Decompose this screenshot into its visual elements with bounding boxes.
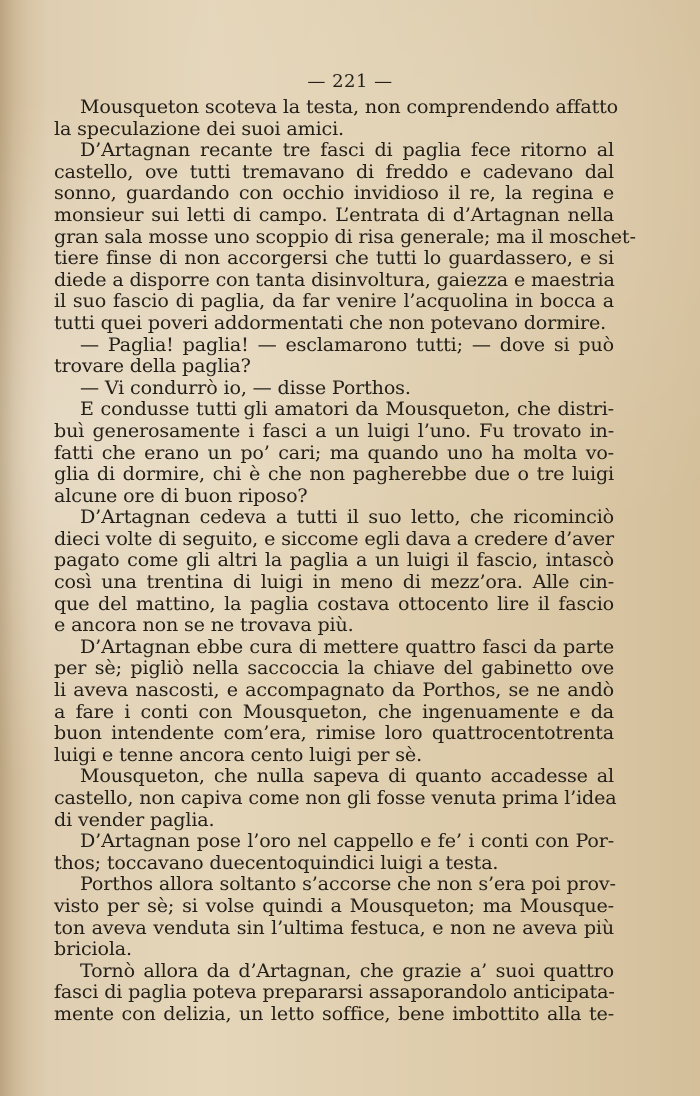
text-line: luigi e tenne ancora cento luigi per sè.: [54, 742, 422, 766]
text-line: fasci di paglia poteva prepararsi assaporandolo anticipata-: [54, 980, 615, 1004]
text-line: trovare della paglia?: [54, 354, 251, 378]
text-line: D’Artagnan pose l’oro nel cappello e fe’ i conti con Por-: [80, 829, 614, 853]
text-line: glia di dormire, chi è che non pagherebbe due o tre luigi: [54, 462, 614, 486]
text-line: — Vi condurrò io, — disse Porthos.: [80, 375, 411, 399]
text-line: buon intendente com’era, rimise loro quattrocentotrenta: [54, 721, 614, 745]
text-line: gran sala mosse uno scoppio di risa generale; ma il moschet-: [54, 224, 636, 248]
text-line: per sè; pigliò nella saccoccia la chiave del gabinetto ove: [54, 656, 614, 680]
text-line: fatti che erano un po’ cari; ma quando uno ha molta vo-: [54, 440, 614, 464]
text-line: pagato come gli altri la paglia a un luigi il fascio, intascò: [54, 548, 614, 572]
body-text: [54, 95, 636, 1025]
text-line: la speculazione dei suoi amici.: [54, 116, 344, 140]
text-line: tiere finse di non accorgersi che tutti lo guardassero, e si: [54, 246, 614, 270]
text-line: D’Artagnan recante tre fasci di paglia fece ritorno al: [80, 138, 614, 162]
text-line: Tornò allora da d’Artagnan, che grazie a’ suoi quattro: [80, 958, 614, 982]
text-line: Porthos allora soltanto s’accorse che non s’era poi prov-: [80, 872, 616, 896]
text-line: ton aveva venduta sin l’ultima festuca, e non ne aveva più: [54, 915, 614, 939]
text-line: thos; toccavano duecentoquindici luigi a testa.: [54, 850, 499, 874]
text-line: dieci volte di seguito, e siccome egli dava a credere d’aver: [54, 526, 614, 550]
text-line: que del mattino, la paglia costava ottocento lire il fascio: [54, 591, 614, 615]
text-line: così una trentina di luigi in meno di mezz’ora. Alle cin-: [54, 570, 614, 594]
text-line: castello, ove tutti tremavano di freddo e cadevano dal: [54, 159, 614, 183]
text-line: tutti quei poveri addormentati che non potevano dormire.: [54, 310, 607, 334]
text-line: mente con delizia, un letto soffice, bene imbottito alla te-: [54, 1001, 614, 1025]
text-line: e ancora non se ne trovava più.: [54, 613, 354, 637]
text-line: alcune ore di buon riposo?: [54, 483, 308, 507]
text-line: Mousqueton, che nulla sapeva di quanto accadesse al: [80, 764, 614, 788]
text-line: il suo fascio di paglia, da far venire l’acquolina in bocca a: [54, 289, 614, 313]
text-line: D’Artagnan cedeva a tutti il suo letto, che ricominciò: [80, 505, 614, 529]
text-line: monsieur sui letti di campo. L’entrata di d’Artagnan nella: [54, 202, 614, 226]
text-line: buì generosamente i fasci a un luigi l’uno. Fu trovato in-: [54, 418, 614, 442]
page-binding-shadow: [0, 0, 28, 1096]
text-line: sonno, guardando con occhio invidioso il re, la regina e: [54, 181, 614, 205]
text-line: a fare i conti con Mousqueton, che ingenuamente e da: [54, 699, 614, 723]
text-line: diede a disporre con tanta disinvoltura, gaiezza e maestria: [54, 267, 615, 291]
text-line: li aveva nascosti, e accompagnato da Porthos, se ne andò: [54, 678, 614, 702]
text-line: — Paglia! paglia! — esclamarono tutti; — dove si può: [80, 332, 614, 356]
text-line: visto per sè; si volse quindi a Mousqueton; ma Mousque-: [54, 893, 614, 917]
text-line: briciola.: [54, 937, 132, 961]
text-line: Mousqueton scoteva la testa, non comprendendo affatto: [80, 95, 619, 118]
text-line: di vender paglia.: [54, 807, 215, 831]
text-line: E condusse tutti gli amatori da Mousqueton, che distri-: [80, 397, 614, 421]
page-number: — 221 —: [307, 71, 393, 92]
text-line: D’Artagnan ebbe cura di mettere quattro fasci da parte: [80, 634, 614, 658]
text-line: castello, non capiva come non gli fosse venuta prima l’idea: [54, 786, 617, 809]
